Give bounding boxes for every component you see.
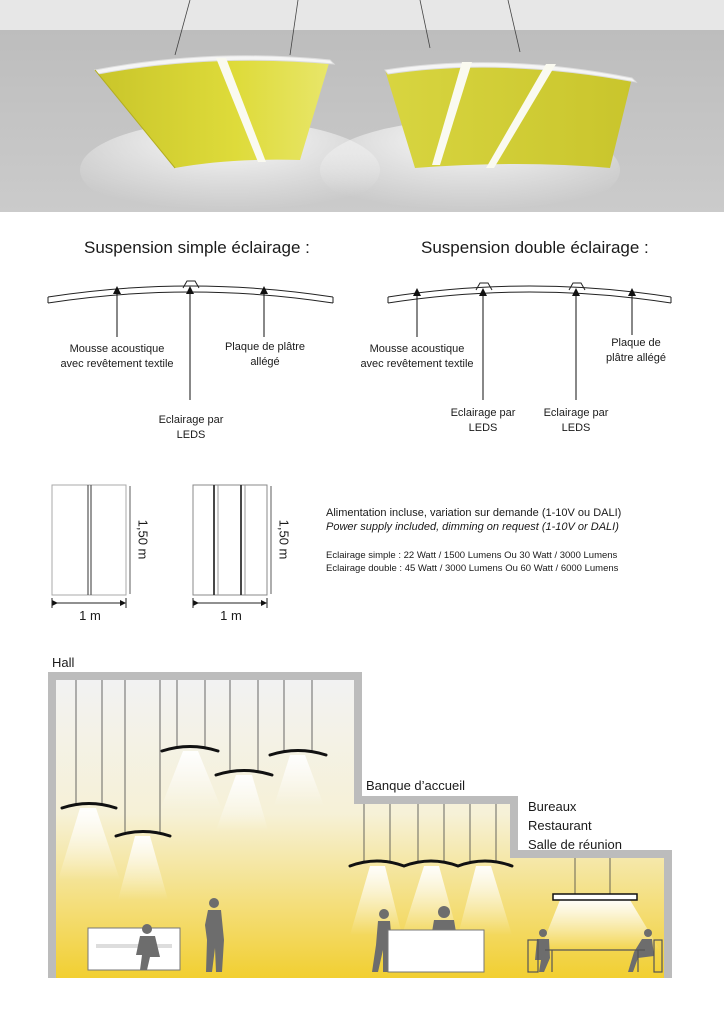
double-led-label-1: Eclairage par LEDS	[450, 407, 516, 434]
zone-restaurant: Restaurant	[528, 818, 592, 833]
double-led-label-2: Eclairage par LEDS	[543, 407, 609, 434]
zone-reunion: Salle de réunion	[528, 837, 622, 852]
double-foam-label: Mousse acoustique avec revêtement textile	[360, 343, 474, 370]
spec-double: Eclairage double : 45 Watt / 3000 Lumens Ou 60 Watt / 6000 Lumens	[326, 563, 619, 574]
zone-bureaux: Bureaux	[528, 799, 577, 814]
single-title: Suspension simple éclairage :	[84, 238, 310, 257]
double-height-label: 1,50 m	[276, 519, 292, 560]
spec-simple: Eclairage simple : 22 Watt / 1500 Lumens Ou 30 Watt / 3000 Lumens	[326, 550, 618, 561]
spec-power-en: Power supply included, dimming on request (1-10V or DALI)	[326, 521, 619, 533]
hall-bench	[88, 928, 180, 970]
single-width-label: 1 m	[79, 608, 101, 623]
double-width-label: 1 m	[220, 608, 242, 623]
single-led-label: Eclairage par LEDS	[158, 414, 224, 441]
double-plaster-label: Plaque de plâtre allégé	[606, 337, 666, 364]
single-foam-label: Mousse acoustique avec revêtement textile	[60, 343, 174, 370]
single-height-label: 1,50 m	[135, 519, 151, 560]
reception-desk	[388, 930, 484, 972]
double-title: Suspension double éclairage :	[421, 238, 649, 257]
zone-hall: Hall	[52, 655, 75, 670]
single-plaster-label: Plaque de plâtre allégé	[224, 341, 306, 368]
spec-power-fr: Alimentation incluse, variation sur demande (1-10V ou DALI)	[326, 507, 622, 519]
zone-banque: Banque d’accueil	[366, 778, 466, 793]
